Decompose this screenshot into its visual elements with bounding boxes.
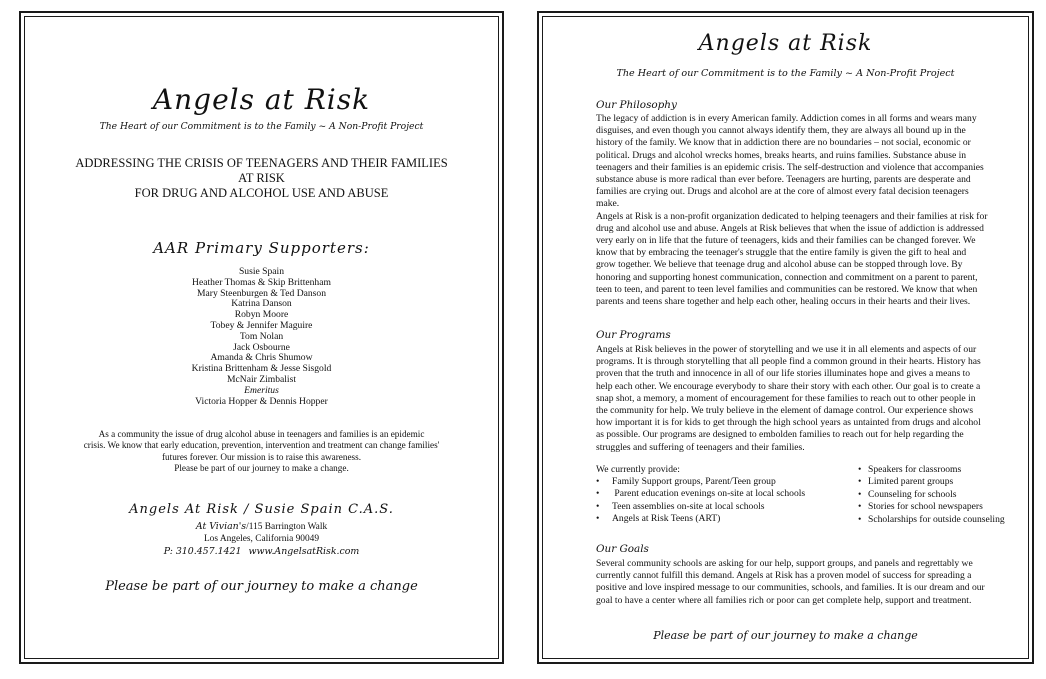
supporter-name: McNair Zimbalist (226, 373, 296, 385)
bullet-icon: • (858, 501, 862, 513)
page-title: Angels at Risk (698, 31, 873, 56)
bullet-icon: • (858, 488, 862, 500)
list-item: • Family Support groups, Parent/Teen group (596, 476, 776, 487)
programs-heading: Our Programs (596, 329, 671, 341)
mission-statement (61, 429, 462, 475)
philosophy-paragraph: Angels at Risk is a non-profit organization dedicated to helping teenagers and their families at risk for drug and alcohol use and abuse. Angels at Risk believes that when the issue of addiction is addressed very early on in life that the future of teenagers, kids and their families can be changed forever. We know that by embracing the teenager's struggle that the entire family is given the gift to heal and grow together. We believe that teenage drug and alcohol abuse can be stopped through love. By honoring and supporting honest communication, connection and commitment on a parent to parent, teen to teen, and parent to teen level families and communities can be restored. We know that when parents and teens share together and help each other, healing occurs in their hearts and their lives. (596, 210, 988, 308)
supporter-name: Tobey & Jennifer Maguire (210, 319, 313, 331)
headline (21, 156, 502, 201)
mission-line: futures forever. Our mission is to raise this awareness. (161, 451, 361, 462)
mission-line: Please be part of our journey to make a change. (174, 463, 349, 474)
supporter-name: Amanda & Chris Shumow (210, 352, 313, 364)
contact-venue: At Vivian's (195, 521, 247, 532)
services-list-right (858, 464, 1005, 526)
bullet-icon: • (596, 500, 600, 512)
flyer-cover-page (19, 11, 504, 664)
closing-line: Please be part of our journey to make a change (105, 579, 418, 594)
supporter-name: Susie Spain (238, 266, 285, 277)
list-item: • Speakers for classrooms (858, 464, 962, 475)
supporter-name: Robyn Moore (234, 309, 289, 321)
provide-label: We currently provide: (596, 464, 680, 475)
bullet-icon: • (596, 488, 600, 500)
supporters-heading: AAR Primary Supporters: (153, 239, 370, 257)
supporter-name: Tom Nolan (239, 330, 284, 342)
supporter-name: Katrina Danson (231, 298, 292, 310)
page-title: Angels at Risk (152, 83, 371, 116)
bullet-icon: • (858, 464, 862, 475)
supporter-name: Kristina Brittenham & Jesse Sisgold (191, 363, 332, 375)
tagline: The Heart of our Commitment is to the Family ~ A Non-Profit Project (616, 68, 955, 79)
contact-heading: Angels At Risk / Susie Spain C.A.S. (129, 502, 394, 517)
list-item: • Counseling for schools (858, 488, 957, 500)
list-item: • Parent education evenings on-site at local schools (596, 488, 806, 500)
tagline: The Heart of our Commitment is to the Family ~ A Non-Profit Project (99, 121, 424, 132)
supporter-emeritus-label: Emeritus (244, 384, 279, 396)
bullet-icon: • (858, 513, 862, 525)
list-item: • Stories for school newspapers (858, 501, 983, 513)
closing-line: Please be part of our journey to make a change (653, 629, 918, 642)
services-list-left (596, 476, 805, 526)
headline-line-3: FOR DRUG AND ALCOHOL USE AND ABUSE (134, 186, 389, 200)
bullet-icon: • (596, 476, 600, 487)
headline-line-2: AT RISK (238, 171, 285, 185)
contact-phone-web (21, 546, 502, 558)
mission-line: crisis. We know that early education, prevention, intervention and treatment can change families' (83, 440, 440, 451)
list-item: • Angels at Risk Teens (ART) (596, 513, 721, 525)
programs-paragraph: Angels at Risk believes in the power of storytelling and we use it in all elements and aspects of our programs. It is through storytelling that all people find a common ground in their hearts. History has proven that the truth and innocence in all of our life stories illuminates hope and gives a means to help each other. We encourage everybody to share their story with each other. Our goal is to create a snap shot, a memory, a moment of encouragement for these families to reach out to other people in the community for help. We truly believe in the element of damage control. Our experience shows how important it is for kids to get through the high school years as untainted from drugs and alcohol as possible. Our programs are designed to embolden families to reach out for help regarding the struggles and suffering of teenagers and their families. (596, 344, 981, 453)
bullet-icon: • (596, 513, 600, 525)
mission-line: As a community the issue of drug alcohol abuse in teenagers and families is an epidemic (98, 429, 425, 439)
supporter-name: Victoria Hopper & Dennis Hopper (195, 395, 328, 407)
contact-block (21, 521, 502, 558)
contact-phone: P: 310.457.1421 (163, 545, 242, 557)
list-item: • Teen assemblies on-site at local schools (596, 500, 765, 512)
supporter-name: Jack Osbourne (233, 341, 290, 353)
goals-heading: Our Goals (596, 543, 649, 555)
contact-address (21, 521, 502, 533)
contact-city: Los Angeles, California 90049 (203, 534, 320, 545)
flyer-info-page (537, 11, 1034, 664)
philosophy-section (596, 113, 988, 308)
bullet-icon: • (858, 476, 862, 488)
list-item: • Limited parent groups (858, 476, 954, 488)
goals-paragraph: Several community schools are asking for our help, support groups, and panels and regrettably we currently cannot fulfill this demand. Angels at Risk has a proven model of success for spreading a positive and love inspired message to our communities, schools, and families. It is our dream and our goal to have a center where all families rich or poor can get complete help, support and treatment. (596, 558, 985, 606)
supporter-name: Mary Steenburgen & Ted Danson (197, 287, 326, 299)
website-link[interactable]: www.AngelsatRisk.com (248, 545, 360, 557)
supporter-name: Heather Thomas & Skip Brittenham (192, 276, 331, 288)
philosophy-heading: Our Philosophy (596, 99, 677, 111)
headline-line-1: ADDRESSING THE CRISIS OF TEENAGERS AND THEIR FAMILIES (75, 156, 448, 170)
supporters-list (21, 267, 502, 407)
contact-street: /115 Barrington Walk (246, 522, 328, 532)
philosophy-paragraph: The legacy of addiction is in every American family. Addiction comes in all forms and wears many disguises, and even though you cannot always identify them, they are always all bound up in the history of the family. We know that in addiction there are no boundaries – not social, economic or political. Drugs and alcohol wrecks homes, breaks hearts, and ruins families. Substance abuse in teenagers and their families is an epidemic crisis. The self-destruction and violence that accompanies substance abuse is more radical than ever before. Teenagers are hurting, parents are desperate and families are crying out. Drugs and alcohol are at the core of almost every fatal decision teenagers make. (596, 113, 984, 210)
list-item: • Scholarships for outside counseling (858, 513, 1005, 525)
